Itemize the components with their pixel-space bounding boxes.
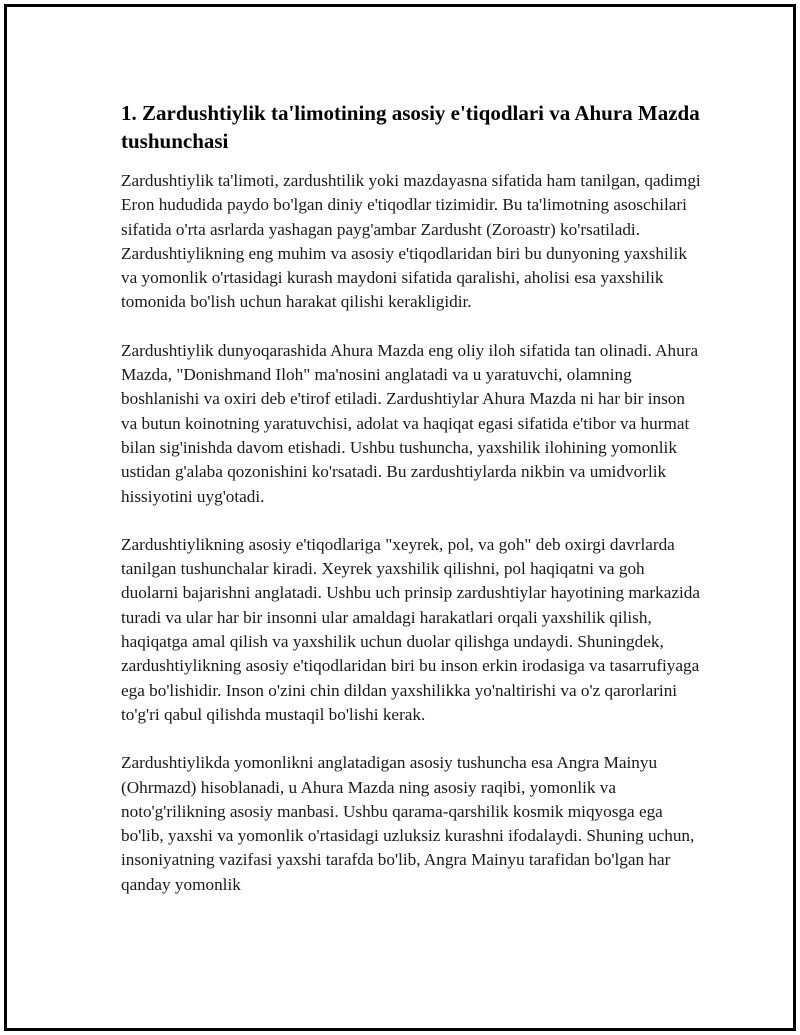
paragraph-4: Zardushtiylikda yomonlikni anglatadigan asosiy tushuncha esa Angra Mainyu (Ohrmazd) hisoblanadi, u Ahura Mazda ning asosiy raqibi, yomonlik va noto'g'rilikning asosiy manbasi. Ushbu qarama-qarshilik kosmik miqyosga ega bo'lib, yaxshi va yomonlik o'rtasidagi uzluksiz kurashni ifodalaydi. Shuning uchun, insoniyatning vazifasi yaxshi tarafda bo'lib, Angra Mainyu tarafidan bo'lgan har qanday yomonlik (121, 753, 695, 894)
document-body (121, 99, 701, 921)
page-frame (4, 4, 796, 1031)
paragraph-1: Zardushtiylik ta'limoti, zardushtilik yoki mazdayasna sifatida ham tanilgan, qadimgi Eron hududida paydo bo'lgan diniy e'tiqodlar tizimidir. Bu ta'limotning asoschilari sifatida o'rta asrlarda yashagan payg'ambar Zardusht (Zoroastr) ko'rsatiladi. Zardushtiylikning eng muhim va asosiy e'tiqodlaridan biri bu dunyoning yaxshilik va yomonlik o'rtasidagi kurash maydoni sifatida qaralishi, aholisi esa yaxshilik tomonida bo'lish uchun harakat qilishi kerakligidir. (121, 171, 701, 312)
section-heading: 1. Zardushtiylik ta'limotining asosiy e'tiqodlari va Ahura Mazda tushunchasi (121, 101, 700, 153)
paragraph-2: Zardushtiylik dunyoqarashida Ahura Mazda eng oliy iloh sifatida tan olinadi. Ahura Mazda, "Donishmand Iloh" ma'nosini anglatadi va u yaratuvchi, olamning boshlanishi va oxiri deb e'tirof etiladi. Zardushtiylar Ahura Mazda ni har bir inson va butun koinotning yaratuvchisi, adolat va haqiqat egasi sifatida e'tibor va hurmat bilan sig'inishda davom etishadi. Ushbu tushuncha, yaxshilik ilohining yomonlik ustidan g'alaba qozonishini ko'rsatadi. Bu zardushtiylarda nikbin va umidvorlik hissiyotini uyg'otadi. (121, 340, 699, 506)
paragraph-3: Zardushtiylikning asosiy e'tiqodlariga "xeyrek, pol, va goh" deb oxirgi davrlarda tanilgan tushunchalar kiradi. Xeyrek yaxshilik qilishni, pol haqiqatni va goh duolarni bajarishni anglatadi. Ushbu uch prinsip zardushtiylar hayotining markazida turadi va ular har bir insonni ular amaldagi harakatlari orqali yaxshilik qilish, haqiqatga amal qilish va yaxshilik uchun duolar qilishga undaydi. Shuningdek, zardushtiylikning asosiy e'tiqodlaridan biri bu inson erkin irodasiga va tasarrufiyaga ega bo'lishidir. Inson o'zini chin dildan yaxshilikka yo'naltirishi va o'z qarorlarini to'g'ri qabul qilishda mustaqil bo'lishi kerak. (121, 534, 700, 724)
